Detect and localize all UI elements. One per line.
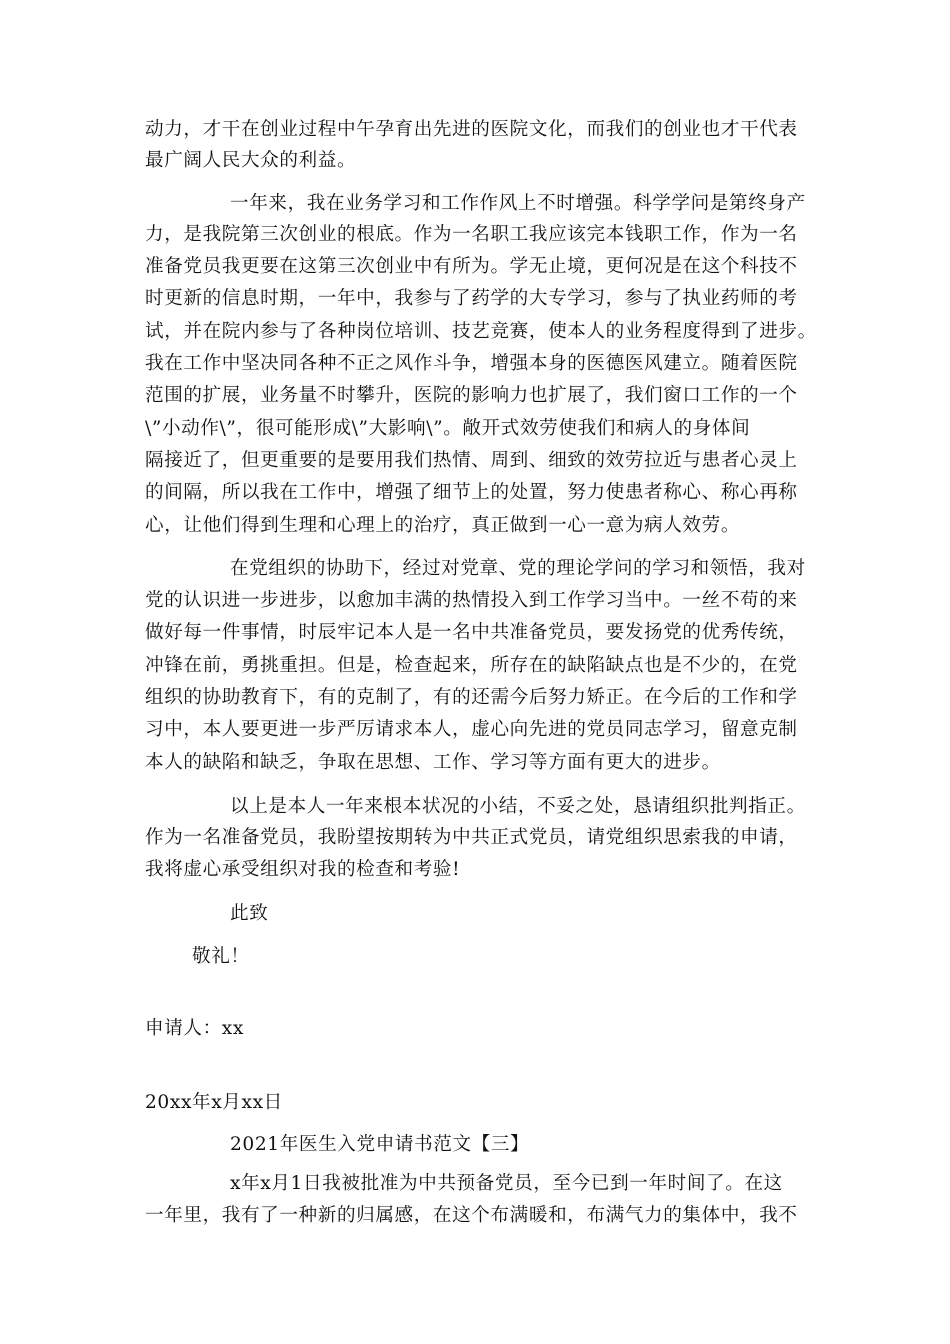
text-line: 时更新的信息时期，一年中，我参与了药学的大专学习，参与了执业药师的考 (145, 288, 798, 309)
closing-salutation: 此致 (230, 903, 269, 924)
text-line: 习中，本人要更进一步严厉请求本人，虚心向先进的党员同志学习，留意克制 (145, 719, 798, 740)
date-line: 20xx年x月xx日 (145, 1092, 283, 1113)
paragraph-start-line: 在党组织的协助下，经过对党章、党的理论学问的学习和领悟，我对 (230, 558, 806, 579)
section-title: 2021年医生入党申请书范文【三】 (230, 1134, 530, 1155)
paragraph-start-line: 一年来，我在业务学习和工作作风上不时增强。科学学问是第终身产 (230, 193, 806, 214)
text-line: 力，是我院第三次创业的根底。作为一名职工我应该完本钱职工作，作为一名 (145, 224, 798, 245)
text-line: 我在工作中坚决同各种不正之风作斗争，增强本身的医德医风建立。随着医院 (145, 353, 798, 374)
text-line: 一年里，我有了一种新的归属感，在这个布满暖和，布满气力的集体中，我不 (145, 1205, 798, 1226)
text-line: 心，让他们得到生理和心理上的治疗，真正做到一心一意为病人效劳。 (145, 515, 741, 536)
text-line: \”小动作\”，很可能形成\”大影响\”。敞开式效劳使我们和病人的身体间 (145, 418, 751, 439)
text-line: 准备党员我更要在这第三次创业中有所为。学无止境，更何况是在这个科技不 (145, 256, 798, 277)
text-line: 本人的缺陷和缺乏，争取在思想、工作、学习等方面有更大的进步。 (145, 752, 721, 773)
text-line: 党的认识进一步进步，以愈加丰满的热情投入到工作学习当中。一丝不苟的来 (145, 590, 798, 611)
text-line: 隔接近了，但更重要的是要用我们热情、周到、细致的效劳拉近与患者心灵上 (145, 450, 798, 471)
text-line: 作为一名准备党员，我盼望按期转为中共正式党员，请党组织思索我的申请， (145, 827, 798, 848)
closing-respect: 敬礼！ (192, 946, 250, 967)
text-line: 最广阔人民大众的利益。 (145, 150, 357, 171)
applicant-line: 申请人：xx (145, 1018, 244, 1039)
text-line: 范围的扩展，业务量不时攀升，医院的影响力也扩展了，我们窗口工作的一个 (145, 385, 798, 406)
text-line: 冲锋在前，勇挑重担。但是，检查起来，所存在的缺陷缺点也是不少的，在党 (145, 655, 798, 676)
text-line: 我将虚心承受组织对我的检查和考验! (145, 859, 461, 880)
text-line: 做好每一件事情，时辰牢记本人是一名中共准备党员，要发扬党的优秀传统， (145, 622, 798, 643)
text-line: 动力，才干在创业过程中午孕育出先进的医院文化，而我们的创业也才干代表 (145, 119, 798, 140)
text-line: 组织的协助教育下，有的克制了，有的还需今后努力矫正。在今后的工作和学 (145, 687, 798, 708)
text-line: 试，并在院内参与了各种岗位培训、技艺竞赛，使本人的业务程度得到了进步。 (145, 321, 817, 342)
paragraph-start-line: 以上是本人一年来根本状况的小结，不妥之处，恳请组织批判指正。 (230, 796, 806, 817)
paragraph-start-line: x年x月1日我被批准为中共预备党员，至今已到一年时间了。在这 (230, 1173, 783, 1194)
text-line: 的间隔，所以我在工作中，增强了细节上的处置，努力使患者称心、称心再称 (145, 482, 798, 503)
